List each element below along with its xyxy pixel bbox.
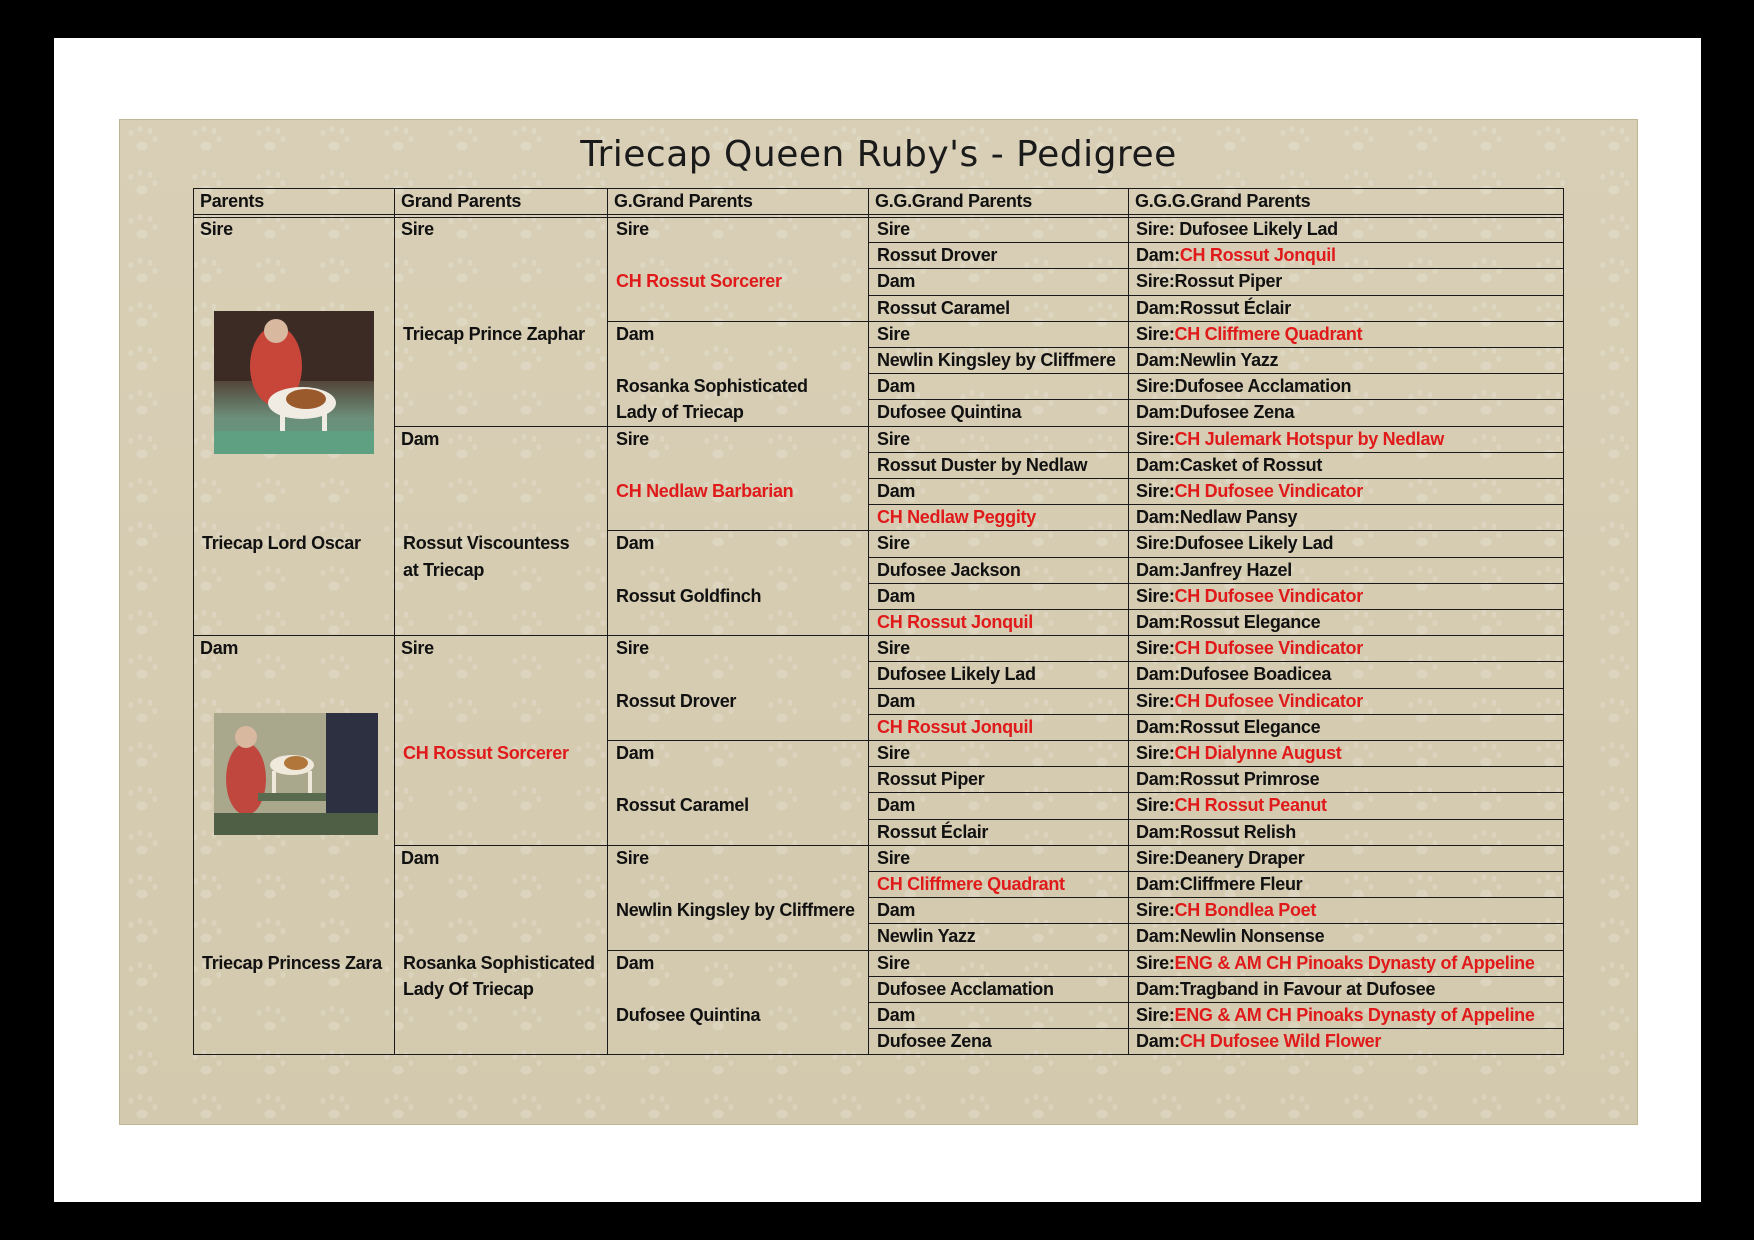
ggg-grandparent-name: CH Dufosee Vindicator xyxy=(1174,481,1363,501)
ggg-grandparent-name: Rossut Elegance xyxy=(1179,716,1321,737)
ggg-grandparent-entry xyxy=(1136,637,1363,659)
ggg-grandparent-entry xyxy=(1136,585,1363,607)
table-bottom-border xyxy=(193,1054,1564,1055)
ggg-grandparent-prefix: Dam: xyxy=(1136,559,1180,580)
ggg-grandparent-prefix: Dam: xyxy=(1136,454,1180,475)
gg-grandparent-label: Dam xyxy=(877,690,916,711)
grandparent-name: CH Rossut Sorcerer xyxy=(403,743,569,763)
ggg-grandparent-name: Dufosee Boadicea xyxy=(1179,664,1332,685)
gg-grandparent-name: Rossut Drover xyxy=(877,245,998,266)
column-divider xyxy=(394,188,395,1055)
ggg-grandparent-prefix: Dam: xyxy=(1136,769,1180,790)
ggg-grandparent-prefix: Sire: xyxy=(1136,690,1175,711)
parent-rule xyxy=(193,635,394,636)
ggp-rule xyxy=(607,845,868,846)
gg-grandparent-name: Dufosee Jackson xyxy=(877,559,1021,580)
great-grandparent-name: Dufosee Quintina xyxy=(616,1005,761,1025)
row-rule xyxy=(868,295,1563,296)
great-grandparent-name: Lady of Triecap xyxy=(616,402,744,423)
ggg-grandparent-entry xyxy=(1136,480,1363,502)
ggg-grandparent-entry xyxy=(1136,952,1535,974)
great-grandparent-label: Dam xyxy=(616,323,655,344)
ggg-grandparent-prefix: Dam: xyxy=(1136,978,1180,999)
gg-grandparent-name: Dufosee Likely Lad xyxy=(877,664,1036,685)
ggg-grandparent-name: CH Rossut Jonquil xyxy=(1179,245,1336,266)
gg-grandparent-name: Rossut Duster by Nedlaw xyxy=(877,454,1088,475)
grandparent-label: Sire xyxy=(401,638,434,659)
row-rule xyxy=(868,714,1563,715)
gg-grandparent-label: Sire xyxy=(877,952,910,973)
ggg-grandparent-name: CH Dufosee Vindicator xyxy=(1174,585,1363,606)
ggp-rule xyxy=(607,321,868,322)
ggg-grandparent-prefix: Sire: xyxy=(1136,428,1175,449)
row-rule xyxy=(868,478,1128,479)
ggg-grandparent-name: CH Cliffmere Quadrant xyxy=(1174,323,1363,344)
ggg-grandparent-name: Dufosee Zena xyxy=(1179,402,1295,423)
row-rule xyxy=(868,426,1128,427)
gg-grandparent-label: Dam xyxy=(877,1005,916,1025)
ggg-grandparent-entry xyxy=(1136,663,1331,685)
row-rule xyxy=(868,845,1128,846)
parent-label: Dam xyxy=(200,638,239,659)
row-rule xyxy=(868,504,1563,505)
row-rule xyxy=(868,321,1128,322)
gg-grandparent-label: Sire xyxy=(877,638,910,659)
ggg-grandparent-entry xyxy=(1136,847,1304,869)
header-rule xyxy=(193,214,1564,215)
gg-grandparent-label: Dam xyxy=(877,271,916,292)
row-rule xyxy=(868,530,1128,531)
gp-rule xyxy=(394,845,607,846)
ggg-grandparent-name: Deanery Draper xyxy=(1174,847,1305,868)
row-rule xyxy=(868,557,1563,558)
gg-grandparent-name: Dufosee Acclamation xyxy=(877,978,1054,999)
ggg-grandparent-prefix: Sire: xyxy=(1136,743,1175,763)
row-rule xyxy=(868,635,1128,636)
ggg-grandparent-entry xyxy=(1136,716,1320,738)
ggg-grandparent-name: Cliffmere Fleur xyxy=(1179,874,1303,894)
ggg-grandparent-entry xyxy=(1136,794,1327,816)
ggg-grandparent-name: CH Dialynne August xyxy=(1174,743,1342,763)
ggg-grandparent-prefix: Dam: xyxy=(1136,350,1180,370)
ggg-grandparent-prefix: Dam: xyxy=(1136,874,1180,894)
great-grandparent-label: Sire xyxy=(616,428,649,449)
ggg-grandparent-entry xyxy=(1136,899,1316,921)
ggg-grandparent-name: Rossut Elegance xyxy=(1179,612,1321,632)
ggg-grandparent-entry xyxy=(1136,532,1333,554)
ggg-grandparent-name: CH Dufosee Vindicator xyxy=(1174,690,1363,711)
row-rule xyxy=(868,661,1563,662)
grandparent-name: Triecap Prince Zaphar xyxy=(403,323,585,344)
gg-grandparent-label: Dam xyxy=(877,481,916,501)
row-rule xyxy=(868,399,1563,400)
ggg-grandparent-prefix: Sire: xyxy=(1136,219,1180,239)
ggg-grandparent-prefix: Dam: xyxy=(1136,245,1180,266)
ggg-grandparent-entry xyxy=(1136,506,1297,528)
parent-name: Triecap Lord Oscar xyxy=(202,533,361,554)
ggg-grandparent-entry xyxy=(1136,742,1341,764)
ggp-rule xyxy=(607,426,868,427)
ggg-grandparent-entry xyxy=(1136,323,1362,345)
ggg-grandparent-entry xyxy=(1136,375,1351,397)
ggg-grandparent-entry xyxy=(1136,428,1444,450)
ggg-grandparent-name: Rossut Éclair xyxy=(1179,297,1291,318)
ggg-grandparent-name: CH Julemark Hotspur by Nedlaw xyxy=(1174,428,1444,449)
ggg-grandparent-name: Newlin Nonsense xyxy=(1179,926,1325,947)
ggg-grandparent-entry xyxy=(1136,559,1292,581)
gg-grandparent-label: Dam xyxy=(877,585,916,606)
great-grandparent-name: Rossut Goldfinch xyxy=(616,585,762,606)
ggg-grandparent-entry xyxy=(1136,821,1296,843)
row-rule xyxy=(868,688,1128,689)
ggp-rule xyxy=(607,740,868,741)
ggg-grandparent-prefix: Sire: xyxy=(1136,271,1175,292)
gg-grandparent-label: Sire xyxy=(877,533,910,554)
gg-grandparent-name: Newlin Kingsley by Cliffmere xyxy=(877,350,1116,370)
gg-grandparent-label: Dam xyxy=(877,795,916,816)
column-header: Parents xyxy=(200,191,264,211)
ggg-grandparent-name: Nedlaw Pansy xyxy=(1179,507,1298,528)
row-rule xyxy=(868,897,1128,898)
ggg-grandparent-name: Dufosee Likely Lad xyxy=(1174,533,1334,554)
dog-show-photo xyxy=(214,311,374,454)
dog-judging-photo xyxy=(214,713,378,835)
gg-grandparent-label: Sire xyxy=(877,323,910,344)
row-rule xyxy=(868,923,1563,924)
grandparent-name: at Triecap xyxy=(403,559,485,580)
ggg-grandparent-name: Dufosee Likely Lad xyxy=(1179,219,1338,239)
row-rule xyxy=(868,347,1563,348)
ggg-grandparent-entry xyxy=(1136,401,1294,423)
row-rule xyxy=(868,976,1563,977)
row-rule xyxy=(868,766,1563,767)
great-grandparent-label: Dam xyxy=(616,952,655,973)
gg-grandparent-name: Rossut Piper xyxy=(877,769,985,790)
gg-grandparent-name: Dufosee Zena xyxy=(877,1031,992,1052)
ggg-grandparent-name: Tragband in Favour at Dufosee xyxy=(1179,978,1436,999)
ggg-grandparent-entry xyxy=(1136,454,1322,476)
gp-rule xyxy=(394,635,607,636)
ggg-grandparent-prefix: Sire: xyxy=(1136,481,1175,501)
row-rule xyxy=(868,609,1563,610)
grandparent-label: Dam xyxy=(401,847,440,868)
ggg-grandparent-entry xyxy=(1136,925,1324,947)
row-rule xyxy=(868,242,1563,243)
gg-grandparent-name: CH Cliffmere Quadrant xyxy=(877,874,1065,894)
grandparent-name: Rossut Viscountess xyxy=(403,533,570,554)
gg-grandparent-name: CH Rossut Jonquil xyxy=(877,716,1033,737)
ggg-grandparent-prefix: Sire: xyxy=(1136,376,1175,397)
great-grandparent-name: Rossut Drover xyxy=(616,690,737,711)
grandparent-label: Sire xyxy=(401,219,434,239)
ggg-grandparent-entry xyxy=(1136,297,1291,319)
column-header: Grand Parents xyxy=(401,191,522,211)
ggg-grandparent-name: ENG & AM CH Pinoaks Dynasty of Appeline xyxy=(1174,1005,1535,1025)
ggg-grandparent-prefix: Dam: xyxy=(1136,402,1180,423)
ggg-grandparent-name: Janfrey Hazel xyxy=(1179,559,1292,580)
row-rule xyxy=(868,740,1128,741)
ggg-grandparent-prefix: Dam: xyxy=(1136,716,1180,737)
ggg-grandparent-entry xyxy=(1136,978,1435,1000)
ggg-grandparent-name: Casket of Rossut xyxy=(1179,454,1323,475)
great-grandparent-name: Newlin Kingsley by Cliffmere xyxy=(616,900,855,921)
ggg-grandparent-prefix: Sire: xyxy=(1136,638,1175,659)
gg-grandparent-name: Newlin Yazz xyxy=(877,926,976,947)
grandparent-label: Dam xyxy=(401,428,440,449)
gg-grandparent-name: Rossut Éclair xyxy=(877,821,989,842)
ggg-grandparent-prefix: Dam: xyxy=(1136,612,1180,632)
gg-grandparent-name: Dufosee Quintina xyxy=(877,402,1022,423)
great-grandparent-name: CH Rossut Sorcerer xyxy=(616,271,782,292)
column-header: G.G.G.Grand Parents xyxy=(1135,191,1311,211)
great-grandparent-label: Sire xyxy=(616,219,649,239)
ggg-grandparent-name: Newlin Yazz xyxy=(1179,350,1279,370)
ggp-rule xyxy=(607,635,868,636)
ggg-grandparent-entry xyxy=(1136,1004,1535,1026)
ggg-grandparent-prefix: Sire: xyxy=(1136,952,1175,973)
ggg-grandparent-entry xyxy=(1136,218,1338,240)
great-grandparent-label: Dam xyxy=(616,743,655,763)
ggg-grandparent-prefix: Dam: xyxy=(1136,926,1180,947)
ggg-grandparent-prefix: Sire: xyxy=(1136,323,1175,344)
table-top-border xyxy=(193,188,1564,189)
ggg-grandparent-prefix: Dam: xyxy=(1136,1031,1180,1052)
gp-rule xyxy=(394,426,607,427)
ggg-grandparent-prefix: Dam: xyxy=(1136,507,1180,528)
ggg-grandparent-prefix: Sire: xyxy=(1136,795,1175,816)
row-rule xyxy=(868,950,1128,951)
row-rule xyxy=(868,373,1128,374)
column-header: G.G.Grand Parents xyxy=(875,191,1032,211)
ggg-grandparent-entry xyxy=(1136,1030,1381,1052)
row-rule xyxy=(868,792,1128,793)
ggg-grandparent-name: Rossut Piper xyxy=(1174,271,1282,292)
ggg-grandparent-entry xyxy=(1136,873,1302,895)
row-rule xyxy=(868,452,1563,453)
gg-grandparent-label: Sire xyxy=(877,743,910,763)
ggg-grandparent-prefix: Sire: xyxy=(1136,900,1175,921)
great-grandparent-name: CH Nedlaw Barbarian xyxy=(616,481,794,501)
gg-grandparent-name: CH Nedlaw Peggity xyxy=(877,507,1036,528)
ggg-grandparent-prefix: Dam: xyxy=(1136,297,1180,318)
ggg-grandparent-entry xyxy=(1136,349,1278,371)
great-grandparent-name: Rosanka Sophisticated xyxy=(616,376,808,397)
ggg-grandparent-name: Dufosee Acclamation xyxy=(1174,376,1352,397)
ggg-grandparent-prefix: Sire: xyxy=(1136,585,1175,606)
ggg-grandparent-name: CH Dufosee Wild Flower xyxy=(1179,1031,1382,1052)
ggg-grandparent-name: ENG & AM CH Pinoaks Dynasty of Appeline xyxy=(1174,952,1535,973)
row-rule xyxy=(868,871,1563,872)
column-divider xyxy=(1128,188,1129,1055)
great-grandparent-label: Dam xyxy=(616,533,655,554)
ggg-grandparent-prefix: Sire: xyxy=(1136,847,1175,868)
great-grandparent-label: Sire xyxy=(616,847,649,868)
parent-name: Triecap Princess Zara xyxy=(202,952,382,973)
ggg-grandparent-name: CH Rossut Peanut xyxy=(1174,795,1327,816)
column-header: G.Grand Parents xyxy=(614,191,753,211)
ggg-grandparent-prefix: Dam: xyxy=(1136,664,1180,685)
ggp-rule xyxy=(607,950,868,951)
ggp-rule xyxy=(607,530,868,531)
gg-grandparent-label: Sire xyxy=(877,428,910,449)
column-divider xyxy=(607,188,608,1055)
ggg-grandparent-prefix: Sire: xyxy=(1136,1005,1175,1025)
great-grandparent-label: Sire xyxy=(616,638,649,659)
ggg-grandparent-name: CH Bondlea Poet xyxy=(1174,900,1317,921)
row-rule xyxy=(868,819,1563,820)
row-rule xyxy=(868,583,1128,584)
ggg-grandparent-prefix: Sire: xyxy=(1136,533,1175,554)
ggg-grandparent-entry xyxy=(1136,244,1336,266)
ggg-grandparent-entry xyxy=(1136,768,1319,790)
column-divider xyxy=(868,188,869,1055)
ggg-grandparent-entry xyxy=(1136,611,1320,633)
gg-grandparent-label: Dam xyxy=(877,376,916,397)
gg-grandparent-label: Sire xyxy=(877,219,910,239)
gg-grandparent-name: CH Rossut Jonquil xyxy=(877,612,1033,632)
grandparent-name: Lady Of Triecap xyxy=(403,978,534,999)
ggg-grandparent-entry xyxy=(1136,690,1363,712)
ggg-grandparent-name: CH Dufosee Vindicator xyxy=(1174,638,1363,659)
great-grandparent-name: Rossut Caramel xyxy=(616,795,749,816)
gg-grandparent-name: Rossut Caramel xyxy=(877,297,1010,318)
ggg-grandparent-entry xyxy=(1136,270,1282,292)
parent-label: Sire xyxy=(200,219,233,239)
gg-grandparent-label: Sire xyxy=(877,847,910,868)
column-divider xyxy=(1563,188,1564,1055)
row-rule xyxy=(868,1002,1128,1003)
row-rule xyxy=(868,268,1128,269)
ggg-grandparent-name: Rossut Primrose xyxy=(1179,769,1320,790)
ggg-grandparent-prefix: Dam: xyxy=(1136,821,1180,842)
column-divider xyxy=(193,188,194,1055)
row-rule xyxy=(868,1028,1563,1029)
page-title: Triecap Queen Ruby's - Pedigree xyxy=(580,134,1177,175)
gg-grandparent-label: Dam xyxy=(877,900,916,921)
ggg-grandparent-name: Rossut Relish xyxy=(1179,821,1296,842)
grandparent-name: Rosanka Sophisticated xyxy=(403,952,595,973)
